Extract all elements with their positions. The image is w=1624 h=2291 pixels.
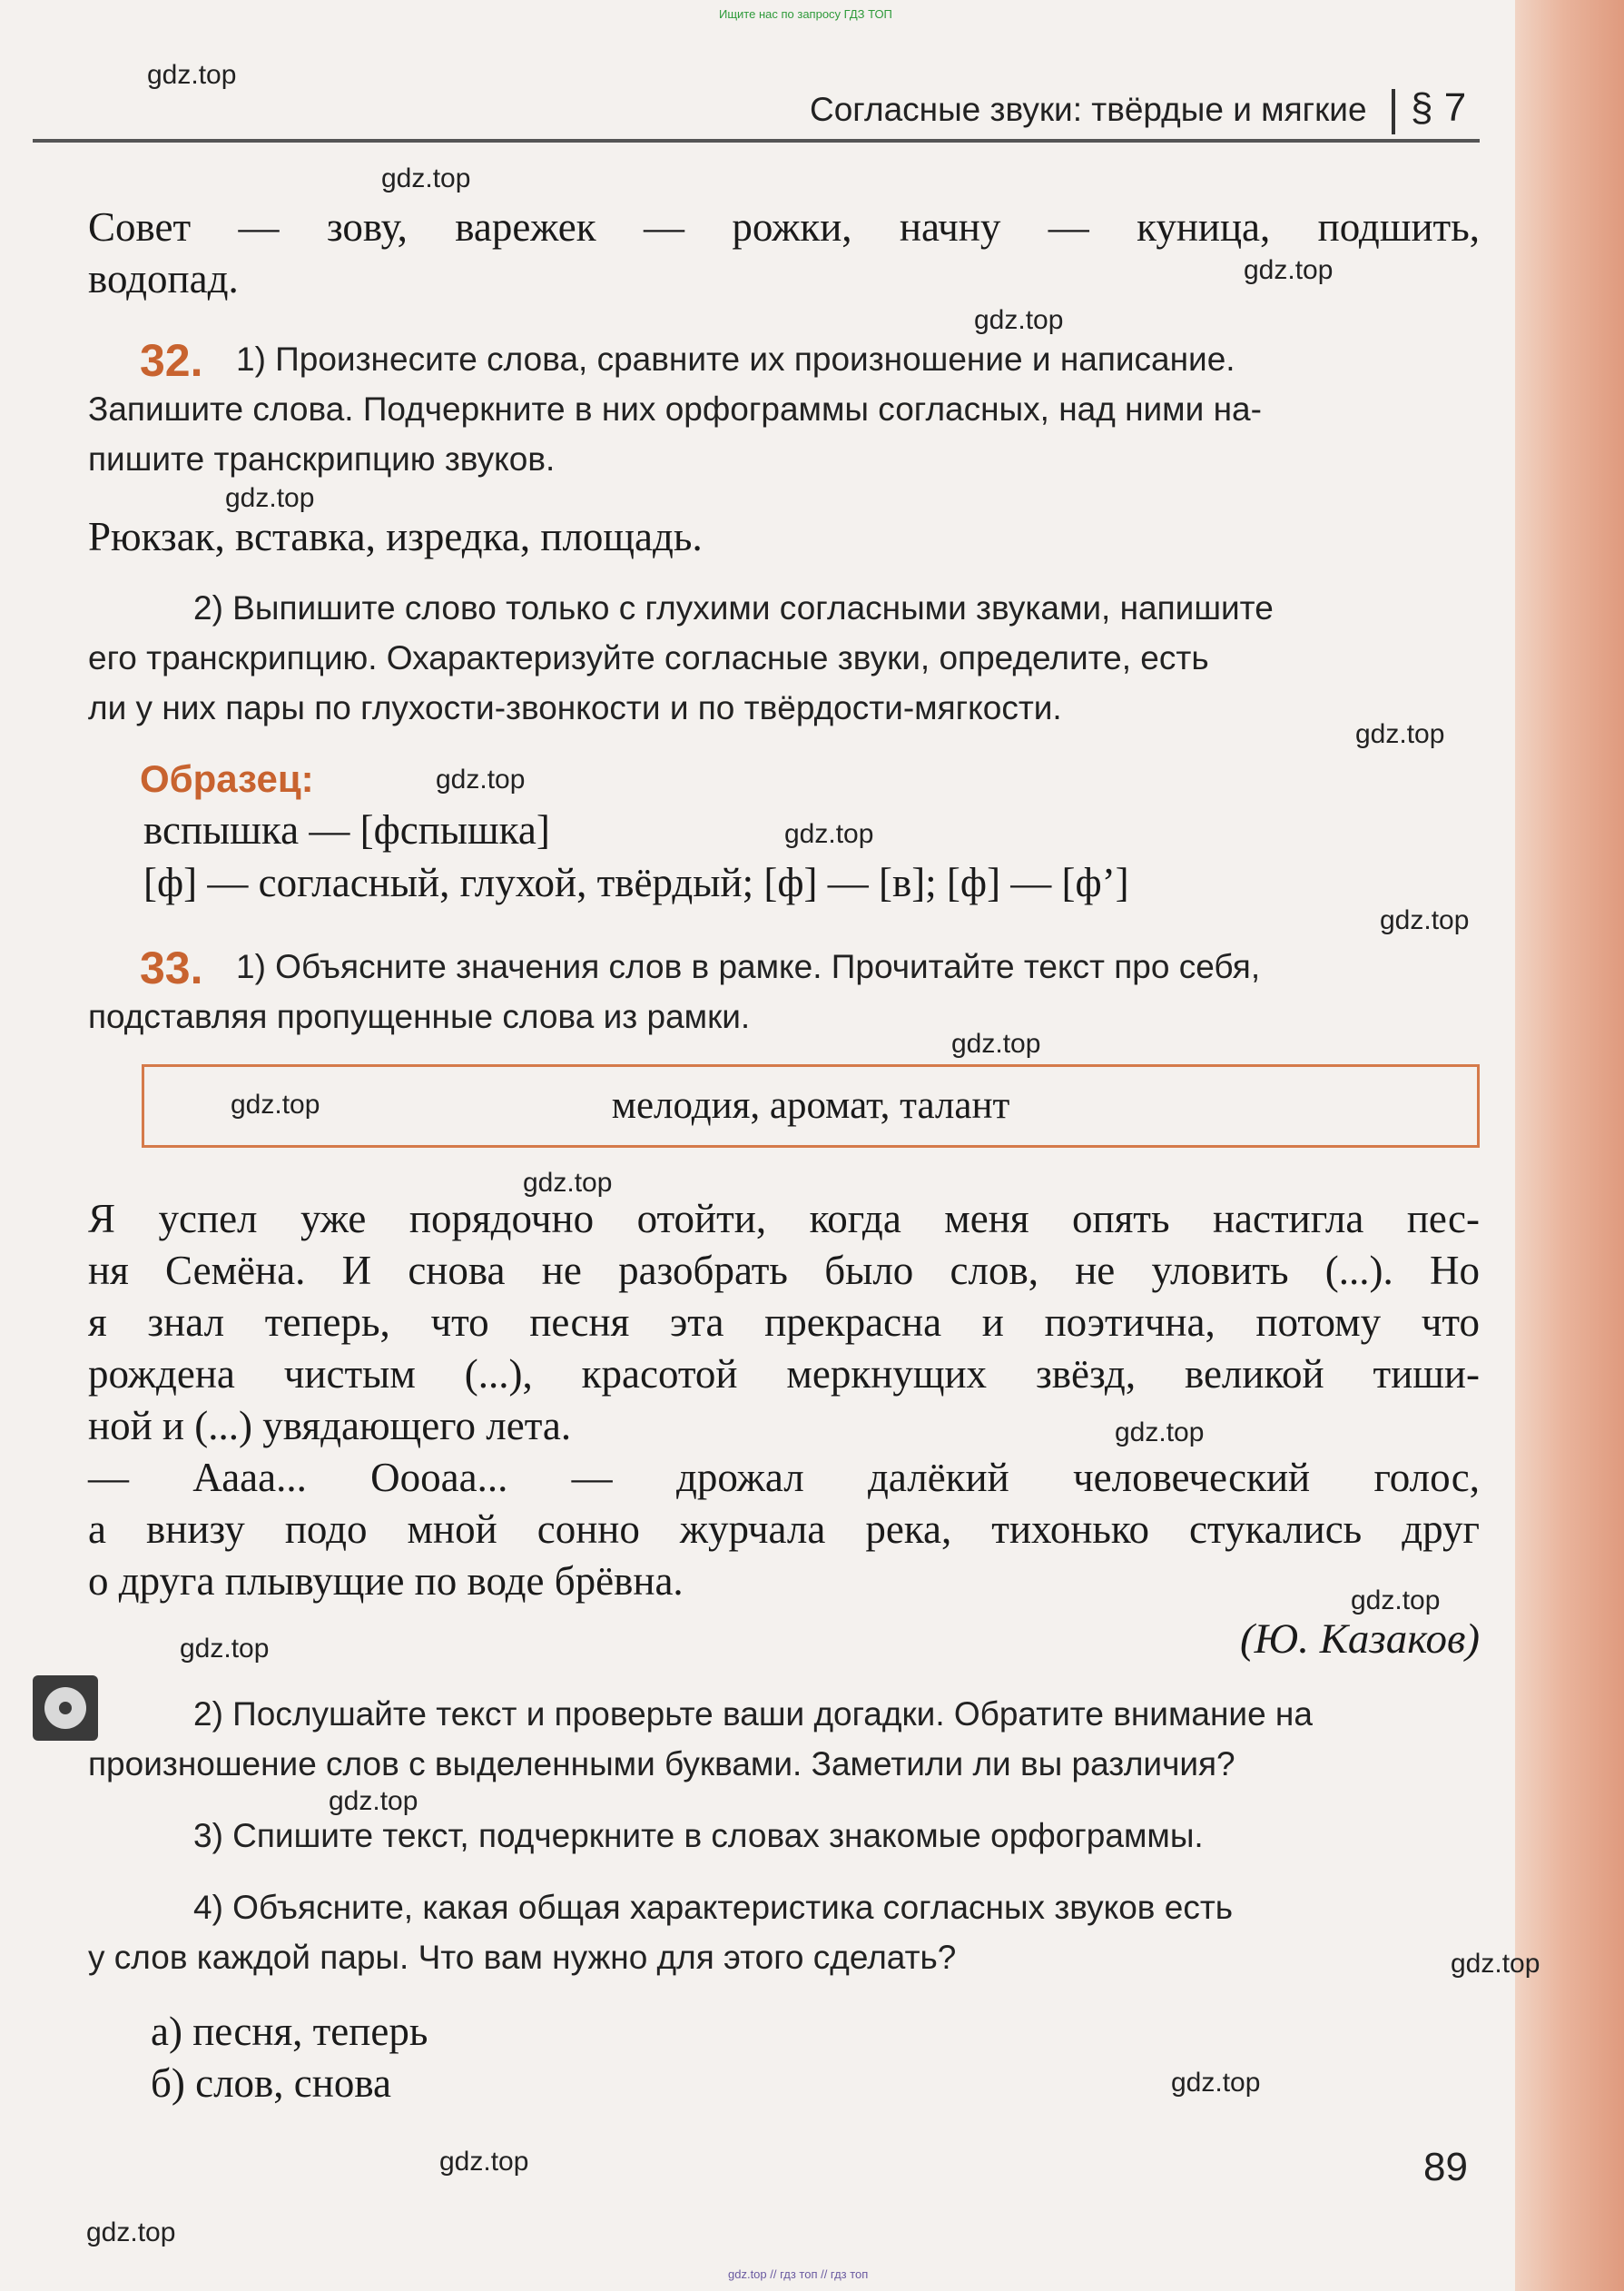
watermark: gdz.top	[225, 483, 315, 513]
watermark: gdz.top	[1451, 1949, 1540, 1979]
watermark-top: Ищите нас по запросу ГДЗ ТОП	[719, 7, 892, 21]
watermark: gdz.top	[436, 765, 526, 795]
watermark: gdz.top	[147, 60, 237, 90]
watermark: gdz.top	[784, 819, 874, 849]
watermark: gdz.top	[329, 1786, 418, 1816]
exercise-33-task-3: 3) Спишите текст, подчеркните в словах знакомые орфограммы.	[193, 1817, 1204, 1854]
watermark: gdz.top	[1355, 719, 1445, 749]
watermark: gdz.top	[951, 1029, 1041, 1059]
page-edge-shade	[1515, 0, 1624, 2291]
exercise-32-task-2: 2) Выпишите слово только с глухими согласными звуками, напишите его транскрипцию. Охарактеризуйте согласные звуки, определите, есть ли у них пары по глухости-звонкости и по твёрдости-мягкости.	[88, 589, 1274, 726]
watermark: gdz.top	[1115, 1417, 1205, 1447]
exercise-33-number: 33.	[140, 943, 203, 993]
text-author: (Ю. Казаков)	[1240, 1615, 1480, 1663]
header-rule	[33, 139, 1480, 143]
header-separator	[1392, 89, 1395, 134]
sample-characteristic: [ф] — согласный, глухой, твёрдый; [ф] — [в]; [ф] — [ф’]	[143, 860, 1129, 905]
exercise-33-text: Я успел уже порядочно отойти, когда меня опять настигла пес- ня Семёна. И снова не разобрать было слов, не уловить (...). Но я знал теперь, что песня эта прекрасна и поэтична, потому что рождена чистым (...), красотой меркнущих звёзд, великой тиши- ной и (...) увядающего лета. — Аааа... Оооаа... — дрожал далёкий человеческий голос, а внизу подо мной сонно журчала река, тихонько стукались друг о друга плывущие по воде брёвна.	[88, 1196, 1480, 1604]
watermark: gdz.top	[1171, 2068, 1261, 2098]
top-word-list: Совет — зову, варежек — рожки, начну — куница, подшить, водопад.	[88, 204, 1480, 301]
watermark-bottom: gdz.top // гдз топ // гдз топ	[728, 2267, 869, 2281]
watermark: gdz.top	[231, 1090, 320, 1120]
watermark: gdz.top	[523, 1168, 613, 1198]
watermark: gdz.top	[381, 163, 471, 193]
watermark: gdz.top	[180, 1634, 270, 1664]
sample-transcription: вспышка — [фспышка]	[143, 807, 550, 853]
watermark: gdz.top	[1244, 255, 1334, 285]
watermark: gdz.top	[1351, 1585, 1441, 1615]
page-number: 89	[1423, 2145, 1468, 2189]
exercise-33-task-1: 1) Объясните значения слов в рамке. Прочитайте текст про себя, подставляя пропущенные слова из рамки.	[88, 948, 1261, 1035]
exercise-33-task-2: 2) Послушайте текст и проверьте ваши догадки. Обратите внимание на произношение слов с выделенными буквами. Заметили ли вы различия?	[88, 1695, 1313, 1782]
watermark: gdz.top	[86, 2217, 176, 2247]
watermark: gdz.top	[974, 305, 1064, 335]
section-number: § 7	[1411, 85, 1467, 130]
watermark: gdz.top	[1380, 905, 1470, 935]
watermark: gdz.top	[439, 2147, 529, 2177]
word-pair-a: а) песня, теперь	[151, 2009, 428, 2054]
exercise-32-words: Рюкзак, вставка, изредка, площадь.	[88, 514, 703, 559]
exercise-32-task-1: 1) Произнесите слова, сравните их произношение и написание. Запишите слова. Подчеркните в них орфограммы согласных, над ними на- пишите транскрипцию звуков.	[88, 341, 1262, 478]
exercise-32-number: 32.	[140, 335, 203, 386]
word-pair-b: б) слов, снова	[151, 2060, 391, 2106]
exercise-33-task-4: 4) Объясните, какая общая характеристика согласных звуков есть у слов каждой пары. Что вам нужно для этого сделать?	[88, 1889, 1234, 1976]
sample-label: Образец:	[140, 757, 314, 800]
word-frame: мелодия, аромат, талант	[142, 1064, 1480, 1148]
running-header-title: Согласные звуки: твёрдые и мягкие	[810, 91, 1367, 128]
